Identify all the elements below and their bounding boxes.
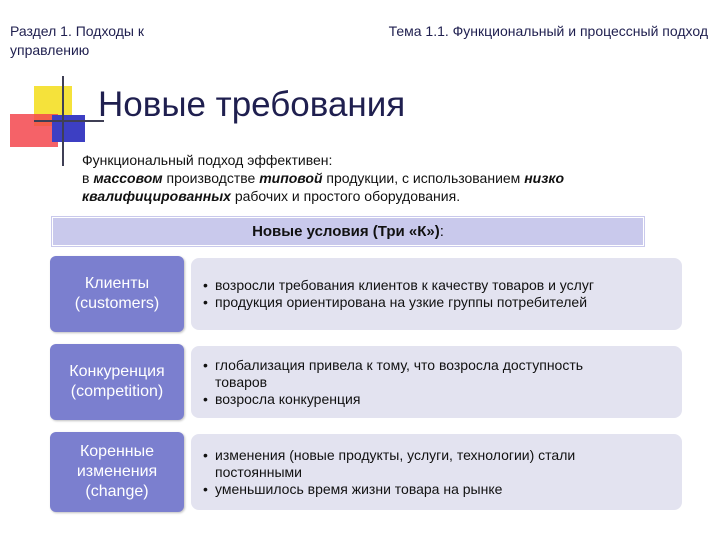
bullet-line: • глобализация привела к тому, что возросла доступность <box>215 356 584 373</box>
bullet-line: • продукция ориентирована на узкие группы потребителей <box>215 294 588 310</box>
decorative-logo <box>0 0 110 170</box>
bullet-item <box>203 447 672 481</box>
bullet-item <box>203 357 672 391</box>
condition-label <box>50 432 184 512</box>
intro-plain-4: рабочих и простого оборудования. <box>230 188 461 204</box>
bullet-line: • возросла конкуренция <box>215 390 361 407</box>
bullet-line: • уменьшилось время жизни товара на рынке <box>215 480 503 497</box>
topic-header: Тема 1.1. Функциональный и процессный подход <box>388 23 708 39</box>
condition-details <box>191 258 682 330</box>
label-line: (competition) <box>70 383 164 400</box>
red-square <box>10 114 58 147</box>
condition-details <box>191 434 682 510</box>
condition-row-customers <box>50 256 682 332</box>
intro-emph-2: типовой <box>259 170 323 186</box>
bullet-line: • изменения (новые продукты, услуги, технологии) стали <box>215 446 576 463</box>
bullet-line: товаров <box>215 373 268 390</box>
label-line: (change) <box>85 483 149 500</box>
conditions-colon: : <box>439 223 444 240</box>
bullet-item <box>203 391 672 408</box>
condition-label <box>50 256 184 332</box>
slide-title: Новые требования <box>98 85 406 124</box>
intro-line-2 <box>82 169 702 205</box>
condition-row-competition <box>50 344 682 420</box>
conditions-band <box>52 217 644 246</box>
label-line: Клиенты <box>84 275 150 292</box>
condition-label <box>50 344 184 420</box>
condition-row-change <box>50 432 682 512</box>
label-line: изменения <box>76 463 158 480</box>
intro-emph-3: низко квалифицированных <box>82 170 565 204</box>
bullet-item <box>203 277 672 294</box>
bullet-line: постоянными <box>215 463 302 480</box>
conditions-title: Новые условия (Три «К») <box>252 223 440 240</box>
intro-plain-2: производстве <box>162 170 260 186</box>
bullet-item <box>203 294 672 311</box>
intro-plain-3: продукции, с использованием <box>322 170 525 186</box>
label-line: (customers) <box>74 295 160 312</box>
label-line: Коренные <box>79 443 155 460</box>
condition-details <box>191 346 682 418</box>
label-line: Конкуренция <box>69 363 165 380</box>
intro-plain-1: в <box>82 170 94 186</box>
intro-emph-1: массовом <box>93 170 163 186</box>
section-header: Раздел 1. Подходы к управлению <box>10 23 145 58</box>
horizontal-line <box>34 120 104 122</box>
intro-line-1: Функциональный подход эффективен: <box>82 152 333 168</box>
bullet-line: • возросли требования клиентов к качеству товаров и услуг <box>215 277 594 293</box>
bullet-item <box>203 481 672 498</box>
intro-text <box>82 151 702 205</box>
